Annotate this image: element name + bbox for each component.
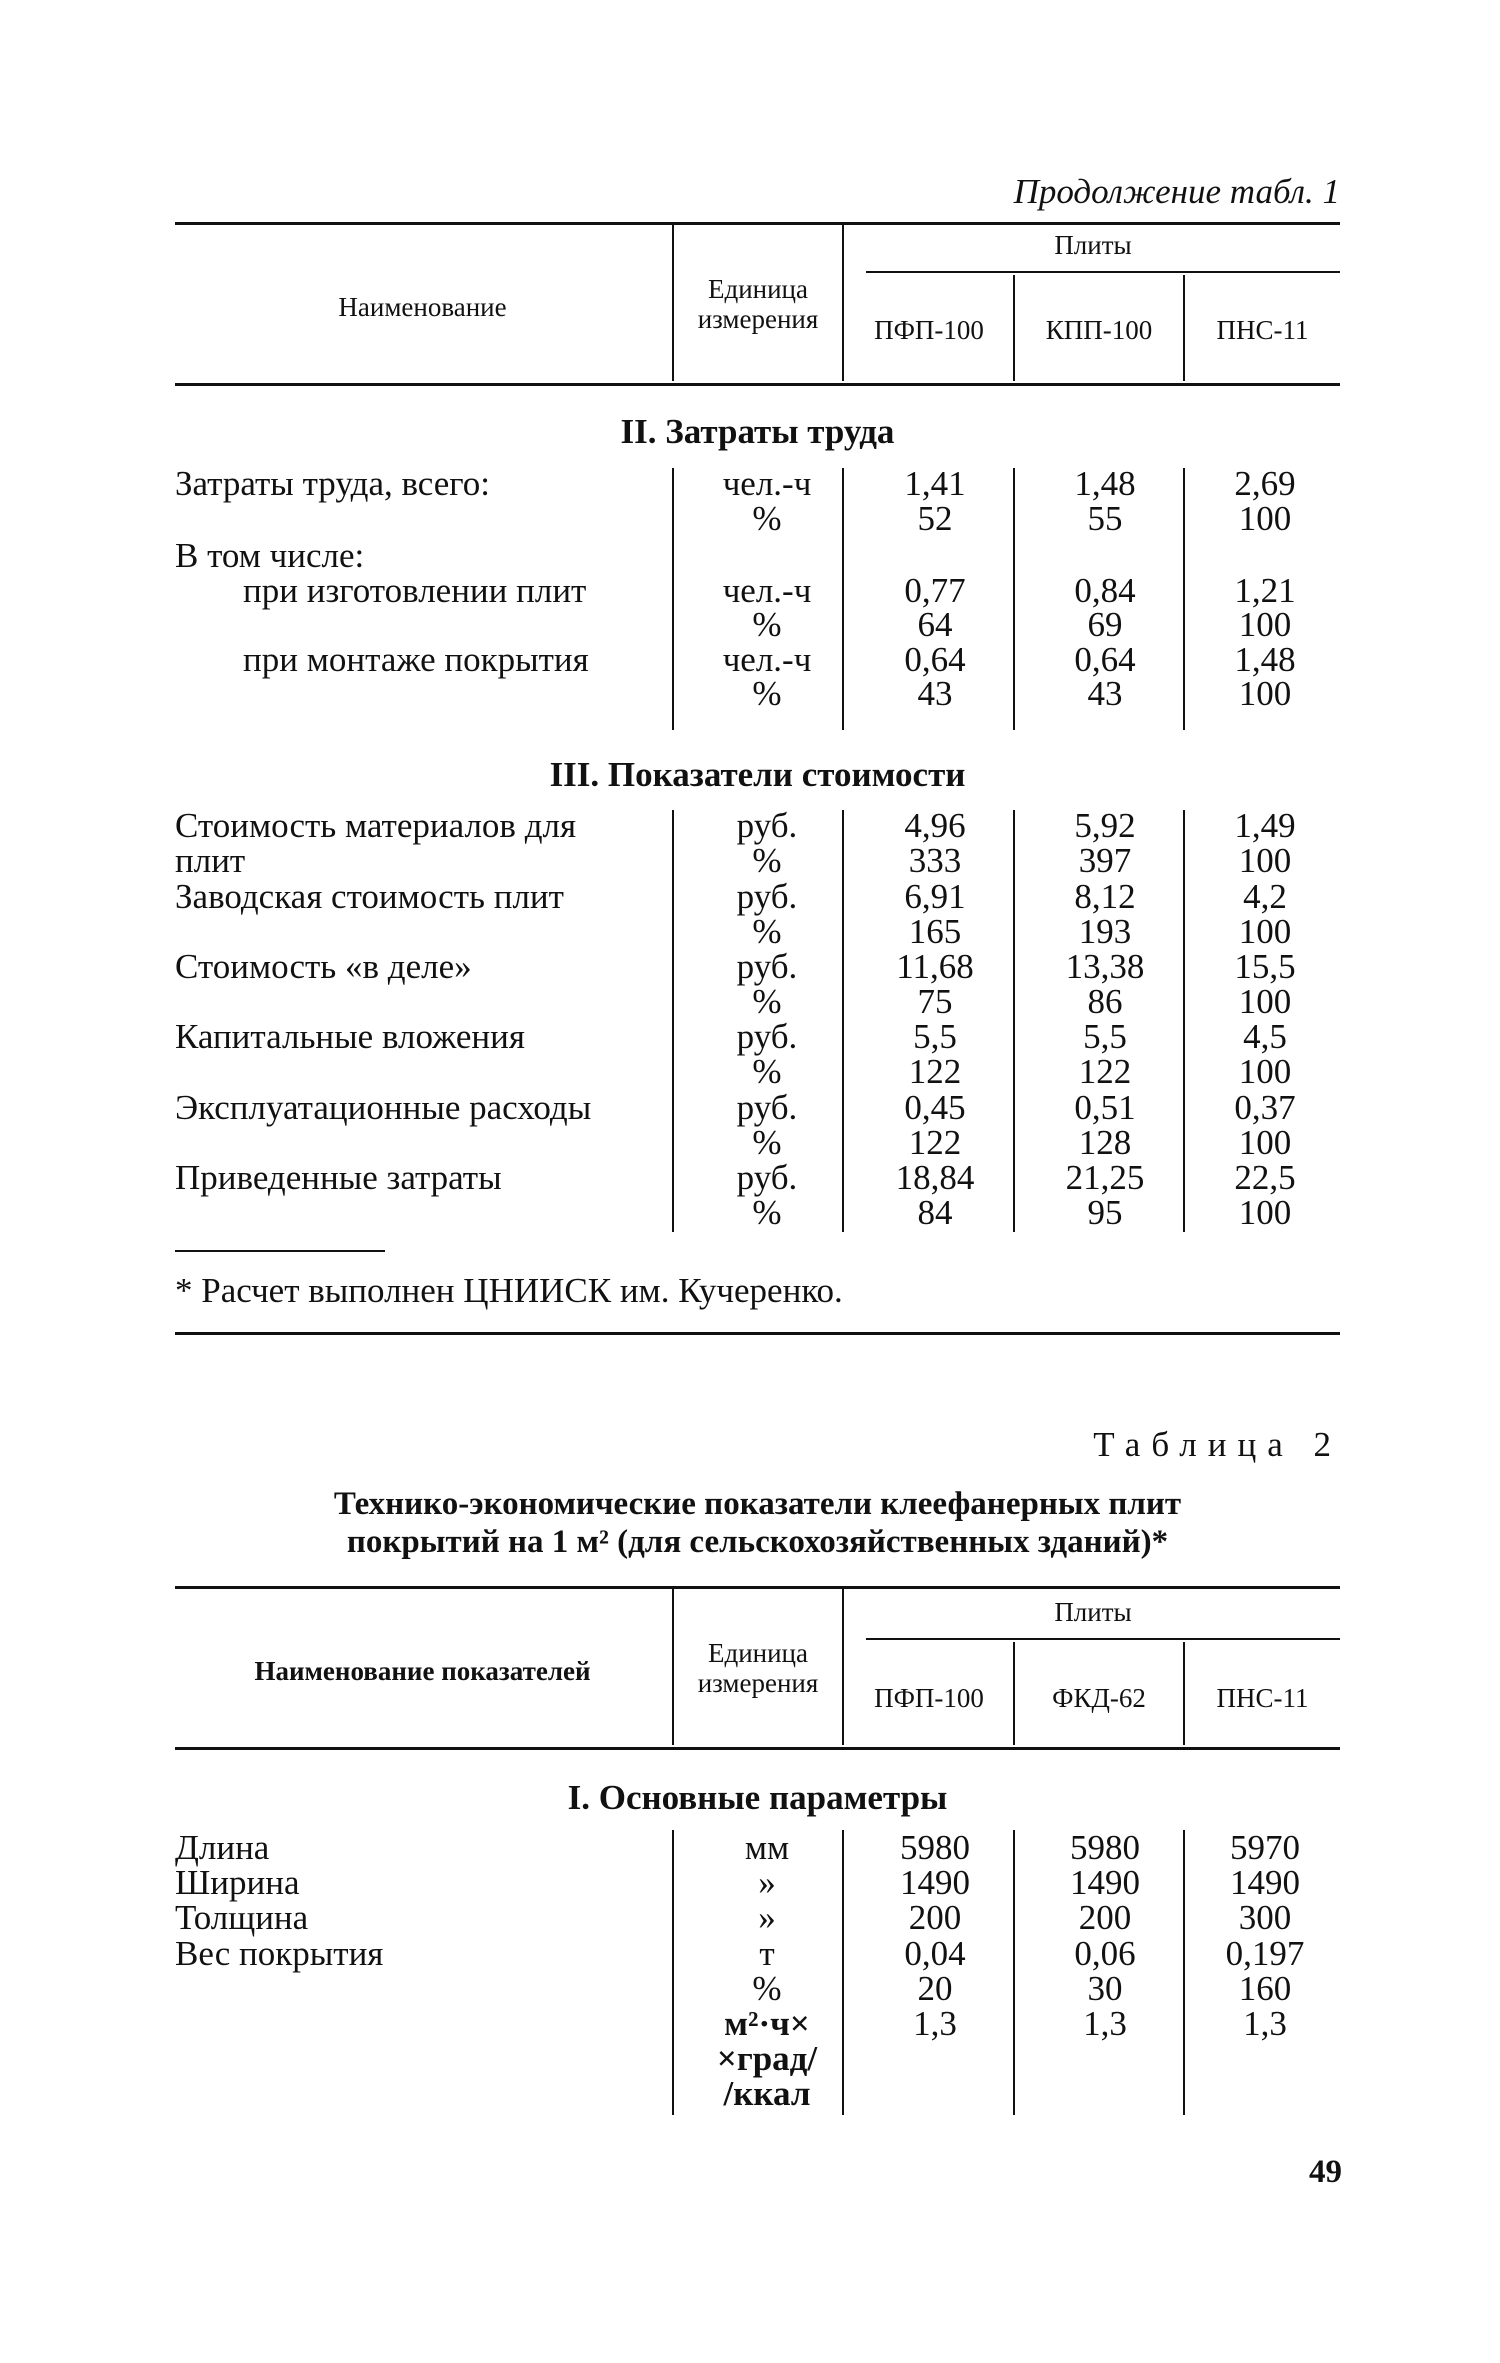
row-unit: % <box>752 499 782 538</box>
row-unit: » <box>758 1863 776 1902</box>
row-value-col2: 128 <box>1078 1123 1132 1162</box>
row-value-col2: 5,92 <box>1074 806 1136 845</box>
row-value-col1: 6,91 <box>904 877 966 916</box>
row-name: плит <box>175 841 246 880</box>
table2-header-divider-1 <box>672 1588 674 1745</box>
row-value-col2: 200 <box>1078 1898 1132 1937</box>
table-row <box>0 607 1500 643</box>
row-value-col3: 300 <box>1238 1898 1292 1937</box>
table-row <box>0 808 1500 844</box>
row-value-col1: 0,04 <box>904 1934 966 1973</box>
table-row <box>0 1865 1500 1901</box>
row-value-col2: 95 <box>1087 1193 1123 1232</box>
row-unit: % <box>752 674 782 713</box>
row-value-col3: 1,3 <box>1243 2004 1287 2043</box>
row-name: В том числе: <box>175 536 365 575</box>
row-value-col3: 1,49 <box>1234 806 1296 845</box>
row-value-col1: 75 <box>917 982 953 1021</box>
row-name: Стоимость материалов для <box>175 806 577 845</box>
table2-header-col3: ПНС-11 <box>1216 1683 1309 1713</box>
row-value-col2: 1490 <box>1070 1863 1140 1902</box>
row-value-col3: 100 <box>1238 674 1292 713</box>
table-row <box>0 949 1500 985</box>
table1-bottom-rule <box>175 1332 1340 1335</box>
table-row <box>0 1971 1500 2007</box>
row-value-col3: 0,37 <box>1234 1088 1296 1127</box>
row-value-col3: 100 <box>1238 605 1292 644</box>
continuation-label: Продолжение табл. 1 <box>1013 172 1340 211</box>
row-value-col1: 11,68 <box>896 947 974 986</box>
row-unit: % <box>752 841 782 880</box>
row-unit: % <box>752 1052 782 1091</box>
row-value-col2: 0,06 <box>1074 1934 1136 1973</box>
row-value-col3: 100 <box>1238 1052 1292 1091</box>
table-row <box>0 676 1500 712</box>
table1-header-divider-1 <box>672 224 674 381</box>
row-value-col2: 55 <box>1087 499 1123 538</box>
table-row <box>0 1125 1500 1161</box>
row-unit: % <box>752 1123 782 1162</box>
table2-header-bottom-rule <box>175 1747 1340 1750</box>
table-row <box>0 1830 1500 1866</box>
row-value-col3: 5970 <box>1230 1828 1300 1867</box>
row-value-col2: 0,84 <box>1074 571 1136 610</box>
table2-group-rule <box>866 1638 1340 1640</box>
row-value-col1: 122 <box>908 1052 962 1091</box>
table1-group-rule <box>866 271 1340 273</box>
row-name: Ширина <box>175 1863 300 1902</box>
row-unit: м²·ч× <box>724 2004 810 2043</box>
table1-header-unit: Единица измерения <box>697 274 819 334</box>
row-value-col1: 5980 <box>900 1828 970 1867</box>
row-value-col2: 397 <box>1078 841 1132 880</box>
row-value-col3: 22,5 <box>1234 1158 1296 1197</box>
row-value-col2: 21,25 <box>1065 1158 1145 1197</box>
table1-header-bottom-rule <box>175 383 1340 386</box>
table2-section-title: I. Основные параметры <box>567 1778 948 1817</box>
row-value-col1: 64 <box>917 605 953 644</box>
row-value-col3: 1490 <box>1230 1863 1300 1902</box>
row-unit: руб. <box>736 1088 798 1127</box>
row-unit: % <box>752 1969 782 2008</box>
row-unit: руб. <box>736 877 798 916</box>
row-value-col1: 200 <box>908 1898 962 1937</box>
row-value-col2: 193 <box>1078 912 1132 951</box>
row-value-col1: 0,77 <box>904 571 966 610</box>
row-name: Затраты труда, всего: <box>175 464 490 503</box>
page-number: 49 <box>1309 2154 1342 2190</box>
row-unit: руб. <box>736 947 798 986</box>
table-row <box>0 1195 1500 1231</box>
row-value-col2: 1,48 <box>1074 464 1136 503</box>
row-name: Длина <box>175 1828 270 1867</box>
row-unit: /ккал <box>723 2074 811 2113</box>
table2-header-divider-2 <box>842 1588 844 1745</box>
row-value-col1: 0,64 <box>904 640 966 679</box>
row-value-col2: 5980 <box>1070 1828 1140 1867</box>
row-value-col1: 4,96 <box>904 806 966 845</box>
row-value-col2: 13,38 <box>1065 947 1145 986</box>
table2-header-unit: Единица измерения <box>697 1638 819 1698</box>
row-value-col3: 4,2 <box>1243 877 1287 916</box>
table-row <box>0 1900 1500 1936</box>
row-unit: % <box>752 912 782 951</box>
row-value-col1: 5,5 <box>913 1017 957 1056</box>
row-unit: руб. <box>736 806 798 845</box>
table1-top-rule <box>175 222 1340 225</box>
row-value-col3: 0,197 <box>1225 1934 1305 1973</box>
row-value-col3: 1,21 <box>1234 571 1296 610</box>
table-row <box>0 573 1500 609</box>
row-value-col1: 52 <box>917 499 953 538</box>
table2-title-line1: Технико-экономические показатели клеефанерных плит <box>333 1486 1182 1522</box>
row-value-col1: 1,41 <box>904 464 966 503</box>
row-name: Стоимость «в деле» <box>175 947 472 986</box>
row-value-col1: 1,3 <box>913 2004 957 2043</box>
row-name: Толщина <box>175 1898 309 1937</box>
table2-header-col2: ФКД-62 <box>1052 1683 1146 1713</box>
row-value-col3: 160 <box>1238 1969 1292 2008</box>
row-value-col3: 100 <box>1238 1193 1292 1232</box>
row-unit: мм <box>744 1828 790 1867</box>
row-unit: чел.-ч <box>722 464 812 503</box>
row-value-col3: 100 <box>1238 841 1292 880</box>
table2-top-rule <box>175 1586 1340 1589</box>
table-row <box>0 1090 1500 1126</box>
row-value-col1: 43 <box>917 674 953 713</box>
row-value-col2: 8,12 <box>1074 877 1136 916</box>
row-value-col1: 18,84 <box>895 1158 975 1197</box>
row-value-col2: 0,64 <box>1074 640 1136 679</box>
row-value-col1: 84 <box>917 1193 953 1232</box>
table-row <box>0 843 1500 879</box>
row-value-col2: 5,5 <box>1083 1017 1127 1056</box>
row-unit: руб. <box>736 1158 798 1197</box>
table1-header-col3: ПНС-11 <box>1216 315 1309 345</box>
row-value-col2: 122 <box>1078 1052 1132 1091</box>
row-name: Приведенные затраты <box>175 1158 502 1197</box>
table1-header-col2: КПП-100 <box>1045 315 1153 345</box>
row-value-col1: 0,45 <box>904 1088 966 1127</box>
table-row <box>0 2041 1500 2077</box>
row-value-col3: 100 <box>1238 912 1292 951</box>
row-name: Эксплуатационные расходы <box>175 1088 592 1127</box>
row-name: Заводская стоимость плит <box>175 877 564 916</box>
table-row <box>0 538 1500 574</box>
row-value-col2: 1,3 <box>1083 2004 1127 2043</box>
row-value-col3: 100 <box>1238 982 1292 1021</box>
table-row <box>0 1936 1500 1972</box>
table1-header-group: Плиты <box>1054 230 1132 260</box>
table1-section-title: III. Показатели стоимости <box>549 755 966 794</box>
row-unit: чел.-ч <box>722 571 812 610</box>
row-value-col3: 1,48 <box>1234 640 1296 679</box>
row-value-col1: 122 <box>908 1123 962 1162</box>
row-value-col2: 30 <box>1087 1969 1123 2008</box>
row-value-col2: 43 <box>1087 674 1123 713</box>
table-row <box>0 1054 1500 1090</box>
row-unit: » <box>758 1898 776 1937</box>
row-value-col2: 86 <box>1087 982 1123 1021</box>
table2-header-col1: ПФП-100 <box>874 1683 984 1713</box>
table1-header-divider-2 <box>842 224 844 381</box>
row-name: Вес покрытия <box>175 1934 384 1973</box>
row-value-col1: 20 <box>917 1969 953 2008</box>
table2-caption: Таблица 2 <box>1093 1425 1342 1464</box>
table-row <box>0 466 1500 502</box>
row-name: при изготовлении плит <box>243 571 587 610</box>
table-row <box>0 1160 1500 1196</box>
row-value-col1: 165 <box>908 912 962 951</box>
table-row <box>0 984 1500 1020</box>
table2-header-name: Наименование показателей <box>254 1656 591 1686</box>
row-value-col3: 15,5 <box>1234 947 1296 986</box>
row-value-col1: 333 <box>908 841 962 880</box>
row-value-col3: 100 <box>1238 1123 1292 1162</box>
row-value-col2: 0,51 <box>1074 1088 1136 1127</box>
row-unit: ×град/ <box>716 2039 818 2078</box>
table-row <box>0 642 1500 678</box>
row-value-col3: 2,69 <box>1234 464 1296 503</box>
table-row <box>0 501 1500 537</box>
row-value-col2: 69 <box>1087 605 1123 644</box>
row-unit: т <box>759 1934 775 1973</box>
row-unit: чел.-ч <box>722 640 812 679</box>
table-row <box>0 1019 1500 1055</box>
row-name: Капитальные вложения <box>175 1017 525 1056</box>
table-row <box>0 879 1500 915</box>
table-row <box>0 2076 1500 2112</box>
table2-header-group: Плиты <box>1054 1597 1132 1627</box>
table1-footnote: * Расчет выполнен ЦНИИСК им. Кучеренко. <box>175 1271 843 1310</box>
row-name: при монтаже покрытия <box>243 640 589 679</box>
row-value-col3: 4,5 <box>1243 1017 1287 1056</box>
table1-section-title: II. Затраты труда <box>620 412 895 451</box>
table1-header-name: Наименование <box>338 292 507 322</box>
table1-header-col1: ПФП-100 <box>874 315 984 345</box>
row-unit: руб. <box>736 1017 798 1056</box>
table2-title-line2: покрытий на 1 м² (для сельскохозяйственных зданий)* <box>346 1524 1169 1560</box>
row-value-col1: 1490 <box>900 1863 970 1902</box>
footnote-rule <box>175 1250 385 1252</box>
row-value-col3: 100 <box>1238 499 1292 538</box>
row-unit: % <box>752 982 782 1021</box>
table-row <box>0 2006 1500 2042</box>
row-unit: % <box>752 605 782 644</box>
row-unit: % <box>752 1193 782 1232</box>
table-row <box>0 914 1500 950</box>
